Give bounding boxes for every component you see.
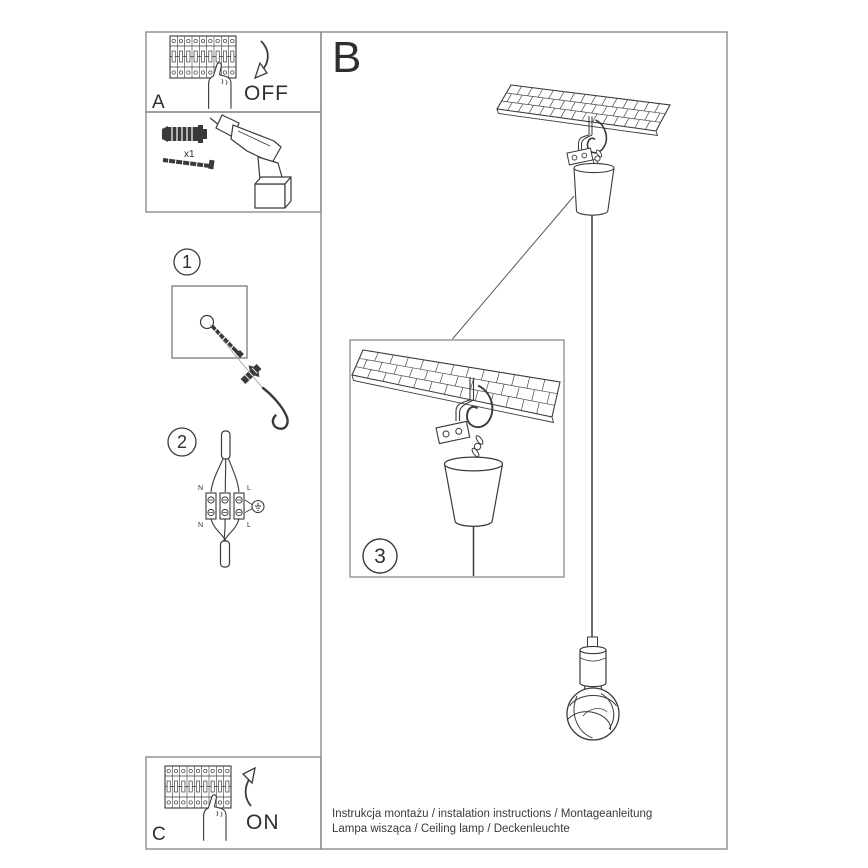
canopy-cone bbox=[574, 163, 614, 215]
footer-line-1: Instrukcja montażu / instalation instructions / Montageanleitung bbox=[332, 808, 653, 820]
step-2 bbox=[168, 428, 264, 567]
arrow-up-head bbox=[243, 768, 255, 783]
off-label: OFF bbox=[244, 82, 289, 105]
wall-plug-icon bbox=[162, 125, 207, 143]
on-label: ON bbox=[246, 811, 280, 834]
panel-a-label: A bbox=[152, 92, 165, 113]
footer bbox=[332, 808, 652, 835]
step-1 bbox=[172, 249, 288, 429]
terminal-n-top: N bbox=[197, 485, 203, 492]
anchor-plug-icon bbox=[237, 361, 264, 388]
drill-icon bbox=[210, 115, 291, 208]
ceiling-hook-icon bbox=[263, 388, 288, 429]
arrow-down-icon bbox=[261, 41, 268, 68]
step-2-number: 2 bbox=[176, 432, 188, 452]
panel-c-label: C bbox=[152, 824, 166, 845]
terminal-l-bottom: L bbox=[247, 522, 251, 529]
tools-box bbox=[162, 115, 291, 208]
step-3-number: 3 bbox=[374, 545, 386, 568]
step-1-number: 1 bbox=[181, 252, 193, 272]
bulb-assembly bbox=[567, 637, 619, 740]
footer-line-2: Lampa wisząca / Ceiling lamp / Deckenleuchte bbox=[332, 823, 570, 835]
step-3 bbox=[350, 340, 564, 577]
quantity-label: x1 bbox=[184, 149, 195, 160]
arrow-up-icon bbox=[246, 778, 251, 806]
wiring-diagram bbox=[206, 431, 264, 567]
panel-a bbox=[152, 36, 289, 113]
terminal-l-top: L bbox=[247, 485, 251, 492]
callout-line bbox=[453, 196, 575, 339]
terminal-n-bottom: N bbox=[197, 522, 203, 529]
panel-c bbox=[152, 766, 280, 845]
panel-b-label: B bbox=[332, 33, 362, 82]
